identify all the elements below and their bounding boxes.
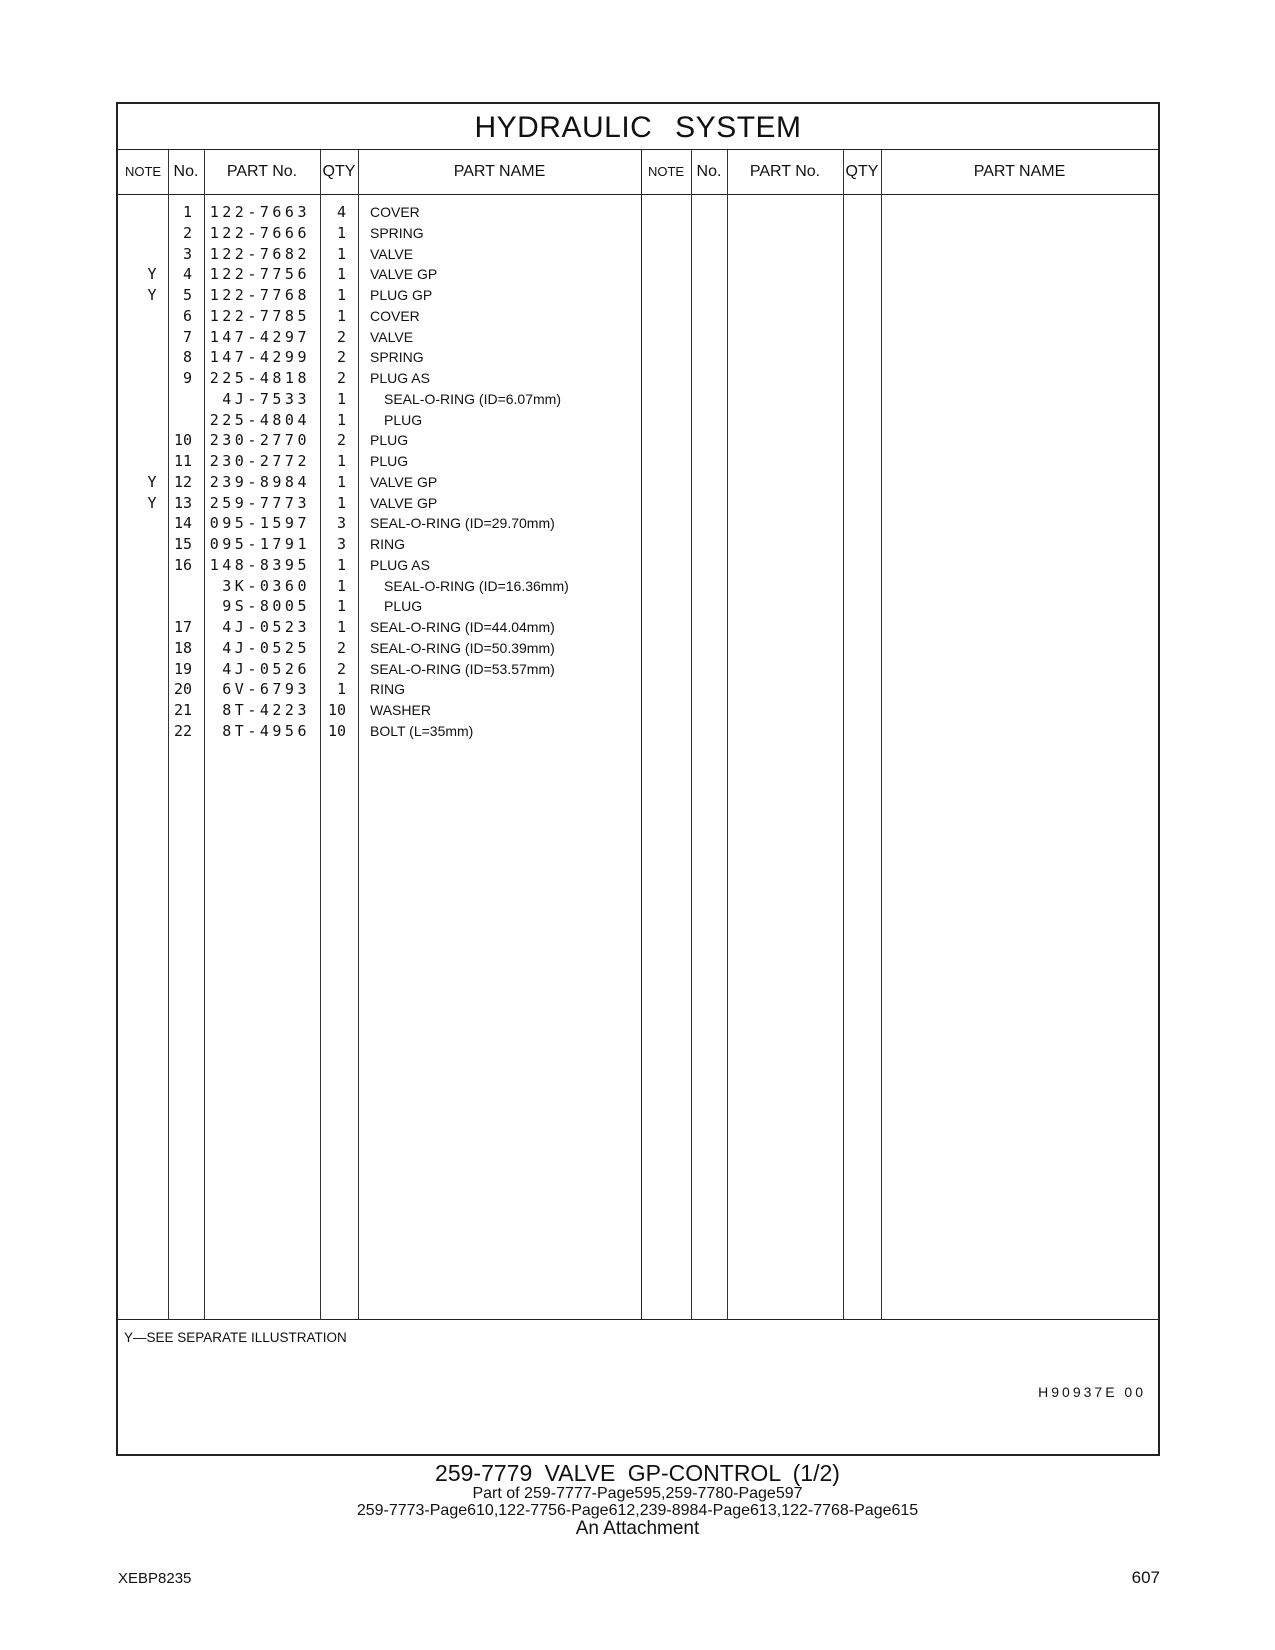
row-number: 6 (182, 306, 192, 325)
row-quantity: 2 (336, 369, 346, 387)
table-row (118, 472, 638, 493)
row-number: 9 (182, 369, 192, 387)
row-quantity: 1 (336, 576, 346, 595)
row-part-name: PLUG GP (370, 287, 433, 303)
row-quantity: 1 (336, 452, 346, 470)
table-row (118, 638, 638, 659)
row-part-name: COVER (370, 204, 420, 220)
row-part-name: SPRING (370, 224, 424, 241)
row-part-name: SEAL-O-RING (ID=53.57mm) (370, 660, 555, 677)
row-part-number: 225-4804 (209, 410, 310, 429)
table-row (118, 306, 638, 327)
row-quantity: 1 (336, 223, 346, 242)
row-number: 10 (173, 431, 192, 450)
column-line (727, 150, 728, 1320)
column-line (843, 150, 844, 1320)
table-row (118, 244, 638, 265)
row-quantity: 2 (336, 638, 346, 657)
header-part-name-right: PART NAME (973, 163, 1066, 180)
row-part-name: VALVE GP (370, 473, 438, 490)
row-quantity: 1 (336, 555, 346, 574)
caption-references: 259-7773-Page610,122-7756-Page612,239-8984-Page613,122-7768-Page615 (356, 1502, 919, 1519)
row-part-name: PLUG AS (370, 370, 430, 386)
row-part-number: 9S-8005 (222, 597, 310, 616)
row-quantity: 2 (336, 348, 346, 367)
table-row (118, 410, 638, 431)
header-qty-right: QTY (845, 163, 879, 180)
row-quantity: 1 (336, 389, 346, 408)
column-line (881, 150, 882, 1320)
body-bottom-divider (118, 1319, 1158, 1320)
row-part-name: VALVE (370, 245, 414, 262)
row-part-number: 147-4297 (209, 327, 310, 346)
row-part-number: 122-7666 (209, 223, 310, 242)
table-row (118, 513, 638, 534)
table-row (118, 430, 638, 451)
row-quantity: 3 (336, 514, 346, 533)
row-quantity: 2 (336, 431, 346, 450)
caption-attachment: An Attachment (575, 1518, 700, 1539)
header-no-left: No. (173, 163, 199, 180)
table-row (118, 721, 638, 742)
table-row (118, 534, 638, 555)
table-row (118, 617, 638, 638)
row-part-number: 3K-0360 (222, 576, 310, 595)
row-part-name: SEAL-O-RING (ID=50.39mm) (370, 639, 555, 656)
table-row (118, 223, 638, 244)
row-part-number: 122-7768 (209, 286, 310, 304)
footnote: Y—SEE SEPARATE ILLUSTRATION (124, 1330, 347, 1345)
row-quantity: 2 (336, 327, 346, 346)
row-part-number: 4J-0526 (222, 659, 310, 678)
row-number: 21 (173, 701, 192, 719)
table-row (118, 347, 638, 368)
page-number: 607 (1131, 1568, 1160, 1587)
row-part-number: 122-7682 (209, 244, 310, 263)
row-part-number: 8T-4223 (222, 701, 310, 719)
table-row (118, 700, 638, 721)
row-number: 13 (173, 493, 192, 512)
row-part-name: SPRING (370, 349, 424, 366)
row-part-name: WASHER (370, 702, 431, 718)
row-part-number: 4J-0525 (222, 638, 310, 657)
table-row (118, 596, 638, 617)
header-note-right: NOTE (647, 164, 685, 179)
row-quantity: 1 (336, 618, 346, 636)
row-part-number: 147-4299 (209, 348, 310, 367)
table-row (118, 679, 638, 700)
row-quantity: 1 (336, 472, 346, 491)
row-quantity: 10 (327, 721, 346, 740)
row-number: 11 (173, 452, 192, 470)
header-no-right: No. (696, 163, 722, 180)
row-part-name: PLUG (384, 411, 423, 428)
row-part-name: VALVE GP (370, 494, 438, 511)
row-number: 14 (173, 514, 192, 533)
row-number: 19 (173, 659, 192, 678)
header-qty-left: QTY (322, 163, 356, 180)
row-part-number: 148-8395 (209, 555, 310, 574)
row-quantity: 3 (336, 535, 346, 553)
table-row (118, 202, 638, 223)
header-note-left: NOTE (124, 164, 162, 179)
table-row (118, 451, 638, 472)
row-part-number: 095-1597 (209, 514, 310, 533)
row-number: 3 (182, 244, 192, 263)
row-part-name: BOLT (L=35mm) (370, 722, 474, 739)
row-part-number: 230-2770 (209, 431, 310, 450)
table-row (118, 659, 638, 680)
table-row (118, 493, 638, 514)
row-part-number: 8T-4956 (222, 721, 310, 740)
row-quantity: 4 (336, 203, 346, 221)
row-part-name: PLUG (370, 453, 409, 469)
row-quantity: 1 (336, 244, 346, 263)
table-row (118, 576, 638, 597)
row-quantity: 2 (336, 659, 346, 678)
row-number: 7 (182, 327, 192, 346)
row-quantity: 1 (336, 493, 346, 512)
header-part-name-left: PART NAME (453, 163, 546, 180)
row-part-name: SEAL-O-RING (ID=6.07mm) (384, 390, 561, 407)
row-number: 22 (173, 721, 192, 740)
row-part-number: 6V-6793 (222, 680, 310, 699)
row-part-name: SEAL-O-RING (ID=29.70mm) (370, 515, 555, 532)
row-number: 18 (173, 638, 192, 657)
table-row (118, 555, 638, 576)
row-part-number: 239-8984 (209, 472, 310, 491)
row-part-name: VALVE GP (370, 266, 438, 283)
row-note: Y (147, 493, 157, 512)
table-divider-line (641, 150, 642, 1320)
row-part-name: COVER (370, 307, 420, 324)
row-part-number: 122-7663 (209, 203, 310, 221)
table-row (118, 327, 638, 348)
header-part-no-left: PART No. (226, 163, 298, 180)
header-divider (118, 194, 1158, 195)
row-number: 2 (182, 223, 192, 242)
section-title: HYDRAULIC SYSTEM (118, 104, 1158, 150)
caption-part-of: Part of 259-7777-Page595,259-7780-Page597 (472, 1485, 803, 1502)
parts-list-frame (116, 102, 1160, 1456)
row-part-number: 225-4818 (209, 369, 310, 387)
row-quantity: 1 (336, 265, 346, 284)
row-part-name: RING (370, 681, 405, 698)
row-part-number: 122-7785 (209, 306, 310, 325)
row-part-name: PLUG (384, 598, 423, 615)
table-row (118, 389, 638, 410)
row-quantity: 10 (327, 701, 346, 719)
row-number: 8 (182, 348, 192, 367)
header-part-no-right: PART No. (749, 163, 821, 180)
row-part-number: 122-7756 (209, 265, 310, 284)
row-part-name: SEAL-O-RING (ID=44.04mm) (370, 619, 555, 635)
document-id: XEBP8235 (118, 1570, 192, 1587)
row-number: 15 (173, 535, 192, 553)
row-part-number: 259-7773 (209, 493, 310, 512)
table-row (118, 368, 638, 389)
row-quantity: 1 (336, 680, 346, 699)
column-line (691, 150, 692, 1320)
row-part-name: PLUG (370, 432, 409, 449)
table-row (118, 285, 638, 306)
row-number: 20 (173, 680, 192, 699)
row-number: 1 (182, 203, 192, 221)
row-number: 5 (182, 286, 192, 304)
row-number: 4 (182, 265, 192, 284)
row-note: Y (147, 265, 157, 284)
row-part-number: 4J-7533 (222, 389, 310, 408)
row-note: Y (147, 472, 157, 491)
row-number: 12 (173, 472, 192, 491)
row-part-name: SEAL-O-RING (ID=16.36mm) (384, 577, 569, 594)
row-part-number: 095-1791 (209, 535, 310, 553)
row-quantity: 1 (336, 306, 346, 325)
row-part-name: RING (370, 536, 405, 552)
row-number: 17 (173, 618, 192, 636)
row-part-number: 4J-0523 (222, 618, 310, 636)
row-quantity: 1 (336, 597, 346, 616)
row-part-name: VALVE (370, 328, 414, 345)
illustration-code: H90937E 00 (1038, 1384, 1146, 1400)
caption-title: 259-7779 VALVE GP-CONTROL (1/2) (435, 1460, 840, 1486)
row-note: Y (147, 286, 157, 304)
table-row (118, 264, 638, 285)
row-number: 16 (173, 555, 192, 574)
row-part-name: PLUG AS (370, 556, 430, 573)
row-quantity: 1 (336, 410, 346, 429)
row-quantity: 1 (336, 286, 346, 304)
row-part-number: 230-2772 (209, 452, 310, 470)
